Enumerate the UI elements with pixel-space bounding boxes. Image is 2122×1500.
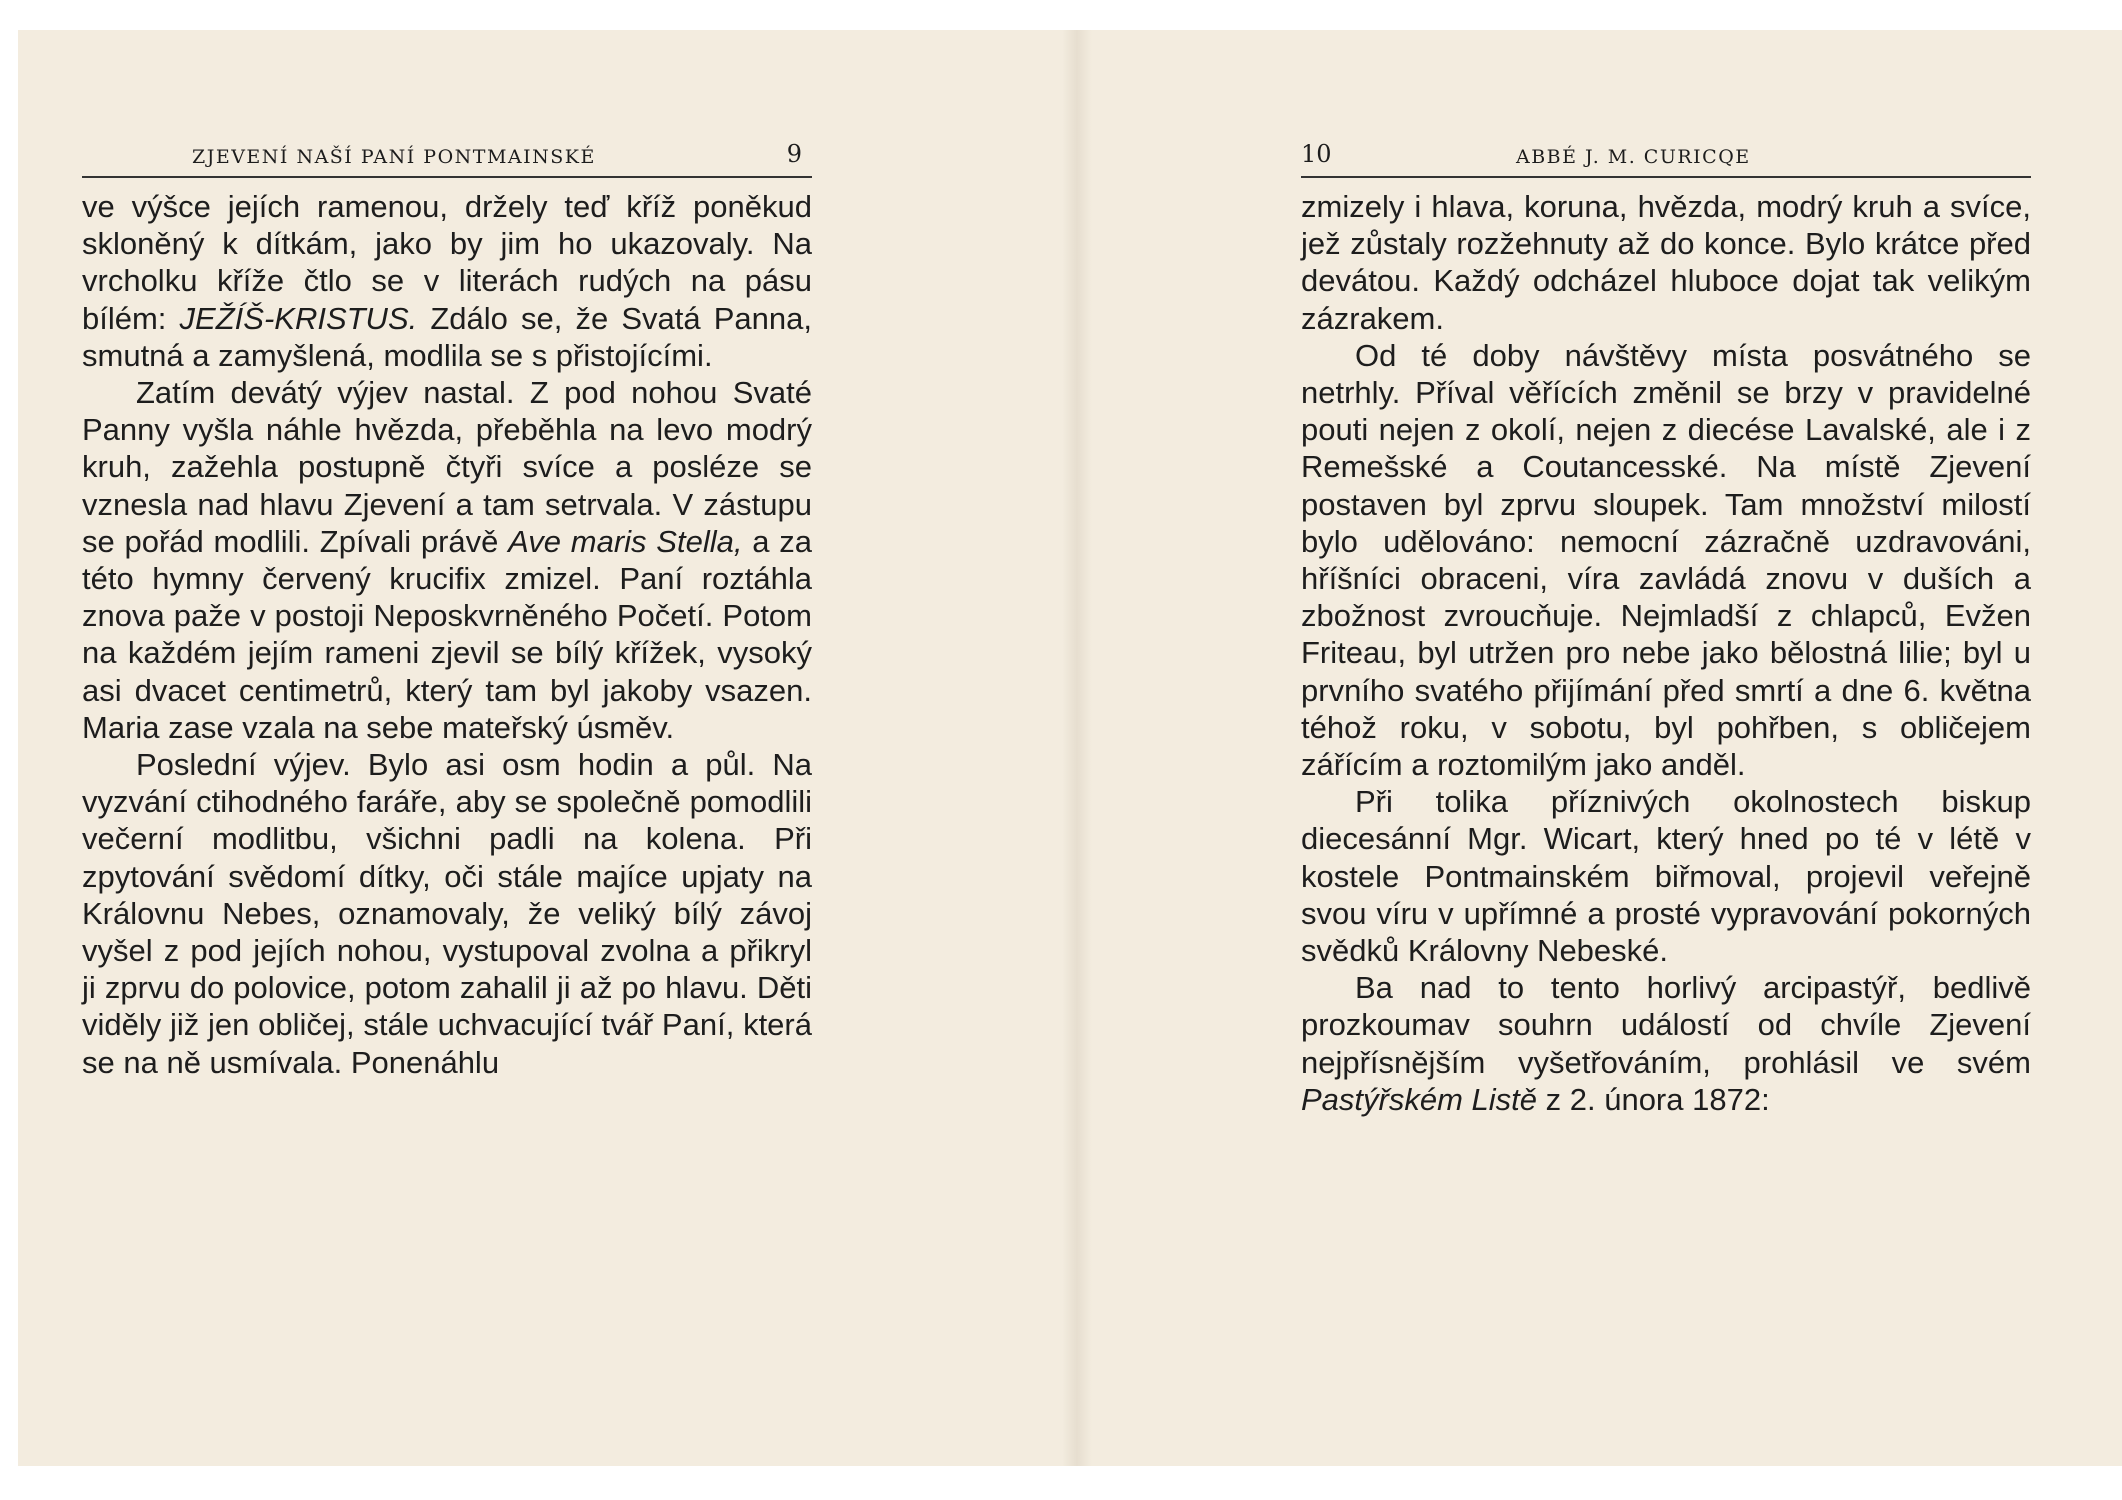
left-page: [82, 30, 812, 1466]
italic-text: Ave maris Stella,: [508, 523, 743, 559]
paragraph: [82, 188, 812, 374]
text-run: Při tolika příznivých okolnostech biskup diecesánní Mgr. Wicart, který hned po té v létě v kostele Pontmainském biřmoval, projevil veřejně svou víru v upřímné a prosté vypravování pokorných svědků Královny Nebeské.: [1301, 784, 2031, 969]
running-header: [82, 136, 812, 178]
text-run: zmizely i hlava, koruna, hvězda, modrý kruh a svíce, jež zůstaly rozžehnuty až do konce. Bylo krátce před devátou. Každý odcházel hluboce dojat tak velikým zázrakem.: [1301, 189, 2031, 336]
text-run: z 2. února 1872:: [1537, 1081, 1770, 1117]
right-page: [1301, 30, 2031, 1466]
header-title: ABBÉ J. M. CURICQE: [1516, 146, 1751, 168]
italic-text: JEŽÍŠ-KRISTUS.: [179, 300, 418, 336]
book-spread: [18, 30, 2122, 1466]
body-text: [82, 188, 812, 1081]
text-run: a za této hymny červený krucifix zmizel. Paní roztáhla znova paže v postoji Neposkvrněného Početí. Potom na každém jejím rameni zjevil se bílý křížek, vysoký asi dvacet centimetrů, který tam byl jakoby vsazen. Maria zase vzala na sebe mateřský úsměv.: [82, 523, 812, 745]
running-header: [1301, 136, 2031, 178]
page-number: 9: [786, 140, 802, 168]
paragraph: [1301, 783, 2031, 969]
text-run: Zatím devátý výjev nastal. Z pod nohou Svaté Panny vyšla náhle hvězda, přeběhla na levo modrý kruh, zažehla postupně čtyři svíce a posléze se vznesla nad hlavu Zjevení a tam setrvala. V zástupu se pořád modlili. Zpívali právě: [82, 375, 812, 559]
paragraph: [1301, 969, 2031, 1118]
text-run: Ba nad to tento horlivý arcipastýř, bedlivě prozkoumav souhrn událostí od chvíle Zjevení nejpřísnějším vyšetřováním, prohlásil ve svém: [1301, 970, 2031, 1080]
paragraph: [1301, 337, 2031, 783]
page-fold: [1062, 30, 1092, 1466]
paragraph: [82, 374, 812, 746]
text-run: Poslední výjev. Bylo asi osm hodin a půl. Na vyzvání ctihodného faráře, aby se společně pomodlili večerní modlitbu, všichni padli na kolena. Při zpytování svědomí dítky, oči stále majíce upjaty na Královnu Nebes, oznamovaly, že veliký bílý závoj vyšel z pod jejích nohou, vystupoval zvolna a přikryl ji zprvu do polovice, potom zahalil ji až po hlavu. Děti viděly již jen obličej, stále uchvacující tvář Paní, která se na ně usmívala. Ponenáhlu: [82, 747, 812, 1080]
body-text: [1301, 188, 2031, 1118]
text-run: ve výšce jejích ramenou, držely teď kříž poněkud skloněný k dítkám, jako by jim ho ukazovaly. Na vrcholku kříže čtlo se v literách rudých na pásu bílém:: [82, 189, 812, 336]
text-run: Zdálo se, že Svatá Panna, smutná a zamyšlená, modlila se s přistojícími.: [82, 300, 813, 373]
italic-text: Pastýřském Listě: [1301, 1081, 1538, 1117]
paragraph: [1301, 188, 2031, 337]
header-title: ZJEVENÍ NAŠÍ PANÍ PONTMAINSKÉ: [192, 146, 596, 168]
page-number: 10: [1301, 140, 1332, 168]
paragraph: [82, 746, 812, 1081]
text-run: Od té doby návštěvy místa posvátného se netrhly. Příval věřících změnil se brzy v pravidelné pouti nejen z okolí, nejen z diecése Lavalské, ale i z Remešské a Coutancesské. Na místě Zjevení postaven byl zprvu sloupek. Tam množství milostí bylo udělováno: nemocní zázračně uzdravováni, hříšníci obraceni, víra zavládá znovu v duších a zbožnost zvroucňuje. Nejmladší z chlapců, Evžen Friteau, byl utržen pro nebe jako bělostná lilie; byl u prvního svatého přijímání před smrtí a dne 6. května téhož roku, v sobotu, byl pohřben, s obličejem zářícím a roztomilým jako anděl.: [1301, 337, 2031, 783]
